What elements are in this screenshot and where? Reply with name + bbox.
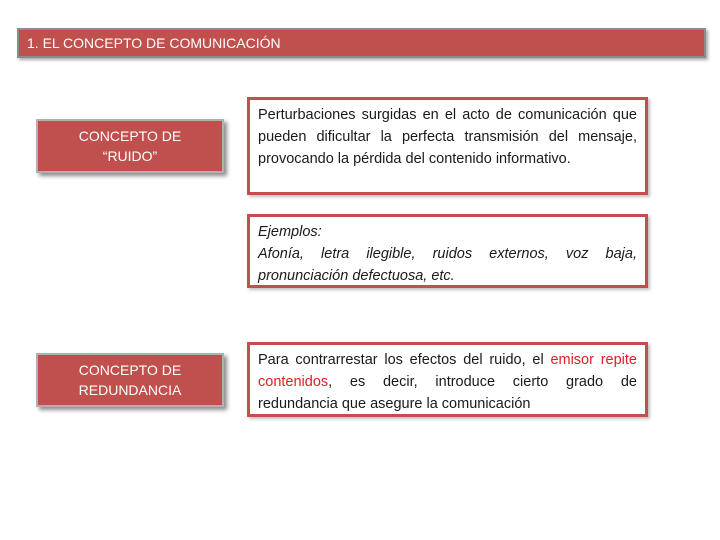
slide-title xyxy=(17,28,706,58)
concept-redundancia-box xyxy=(36,353,224,407)
concept-ruido-label-line2: “RUIDO” xyxy=(102,148,158,164)
concept-redundancia-label-line2: REDUNDANCIA xyxy=(78,382,182,398)
concept-redundancia-label xyxy=(79,360,182,400)
ruido-examples-heading: Ejemplos: xyxy=(258,224,322,240)
redundancia-text-box xyxy=(247,342,648,417)
concept-ruido-label xyxy=(79,126,181,166)
concept-redundancia-label-line1: CONCEPTO DE xyxy=(78,362,182,378)
concept-ruido-box xyxy=(36,119,224,173)
redundancia-text-part1: Para contrarrestar los efectos del ruido, el xyxy=(258,352,551,368)
ruido-examples-box xyxy=(247,214,648,288)
redundancia-text-highlight: emisor repite contenidos xyxy=(258,352,637,390)
ruido-definition-box xyxy=(247,97,648,195)
ruido-definition-text: Perturbaciones surgidas en el acto de comunicación que pueden dificultar la perfecta transmisión del mensaje, provocando la pérdida del contenido informativo. xyxy=(258,107,637,167)
concept-ruido-label-line1: CONCEPTO DE xyxy=(78,128,182,144)
ruido-examples-text: Afonía, letra ilegible, ruidos externos, voz baja, pronunciación defectuosa, etc. xyxy=(258,246,637,284)
slide-title-text: 1. EL CONCEPTO DE COMUNICACIÓN xyxy=(27,35,281,51)
redundancia-text-part2: , es decir, introduce cierto grado de redundancia que asegure la comunicación xyxy=(258,374,637,412)
